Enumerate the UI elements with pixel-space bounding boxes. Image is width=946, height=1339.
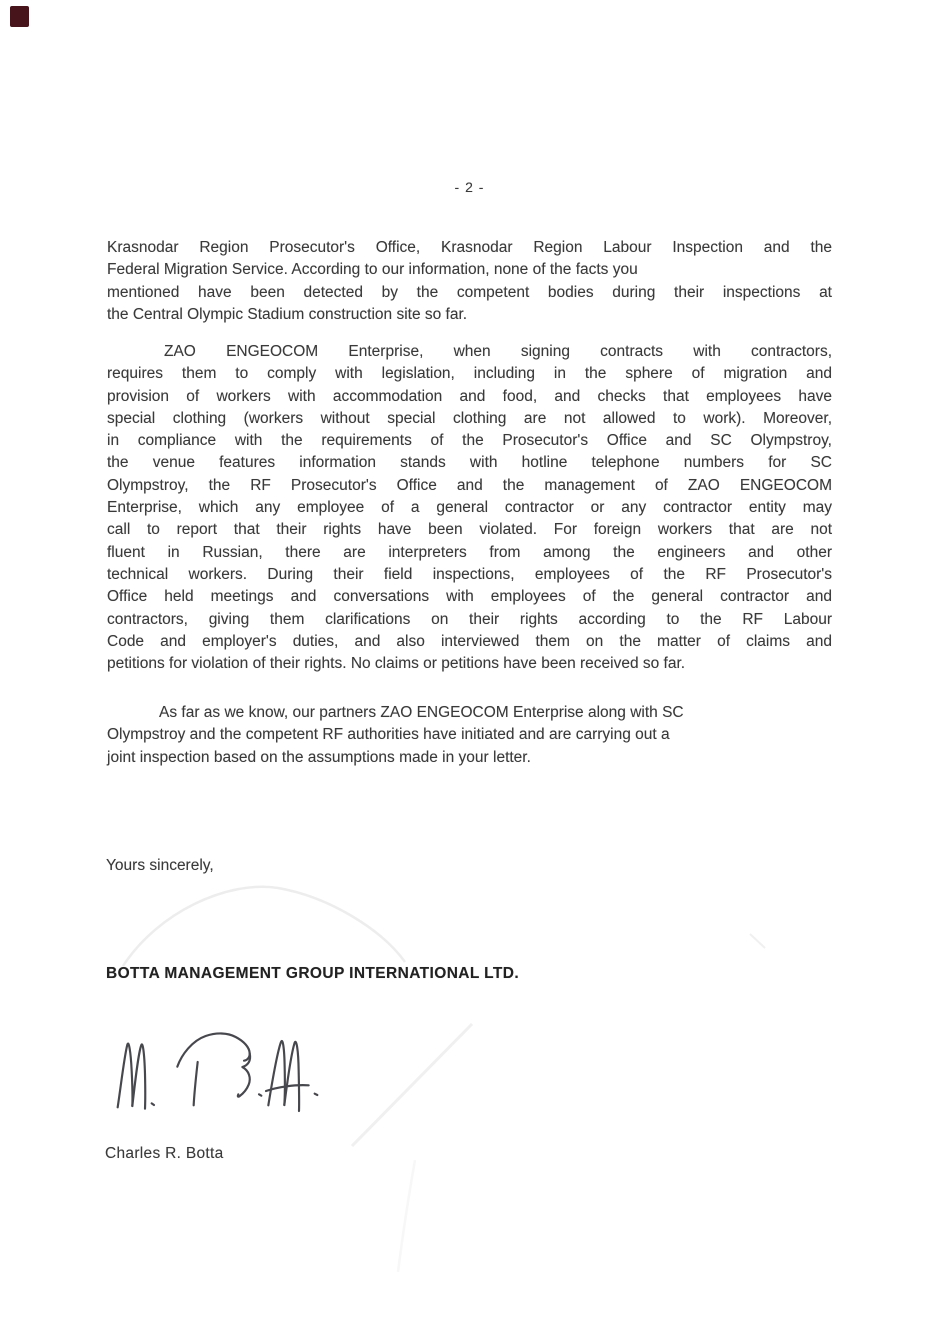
signatory-name: Charles R. Botta [105, 1145, 224, 1162]
signature-icon [95, 1020, 345, 1130]
text-line: the Central Olympic Stadium construction site so far. [107, 305, 468, 323]
text-line: the venue features information stands with hotline telephone numbers for SC [107, 454, 832, 472]
text-line: special clothing (workers without special clothing are not allowed to work). Moreover, [107, 409, 832, 427]
text-line: in compliance with the requirements of the Prosecutor's Office and SC Olympstroy, [107, 432, 832, 450]
company-name: BOTTA MANAGEMENT GROUP INTERNATIONAL LTD. [106, 965, 520, 982]
text-line: Office held meetings and conversations with employees of the general contractor and [107, 588, 832, 606]
text-line: requires them to comply with legislation, including in the sphere of migration and [107, 365, 832, 383]
text-line: petitions for violation of their rights. No claims or petitions have been received so far. [107, 655, 686, 673]
closing-salutation: Yours sincerely, [106, 857, 214, 874]
text-line: technical workers. During their field inspections, employees of the RF Prosecutor's [107, 565, 832, 583]
text-line: Code and employer's duties, and also interviewed them on the matter of claims and [107, 632, 832, 650]
text-line: Enterprise, which any employee of a general contractor or any contractor entity may [107, 499, 832, 517]
paragraph-1 [107, 237, 832, 326]
text-line: Olympstroy, the RF Prosecutor's Office and the management of ZAO ENGEOCOM [107, 476, 832, 494]
text-line: mentioned have been detected by the competent bodies during their inspections at [107, 283, 832, 301]
text-line: joint inspection based on the assumptions made in your letter. [107, 748, 531, 766]
text-line: contractors, giving them clarifications on their rights according to the RF Labour [107, 610, 832, 628]
text-line: call to report that their rights have been violated. For foreign workers that are not [107, 521, 832, 539]
paragraph-3 [107, 702, 832, 769]
text-line: provision of workers with accommodation and food, and checks that employees have [107, 387, 832, 405]
text-line: Krasnodar Region Prosecutor's Office, Krasnodar Region Labour Inspection and the [107, 239, 832, 256]
text-line: fluent in Russian, there are interpreters from among the engineers and other [107, 543, 832, 561]
page-number: - 2 - [454, 179, 485, 195]
text-line: As far as we know, our partners ZAO ENGEOCOM Enterprise along with SC [159, 704, 684, 721]
text-line: ZAO ENGEOCOM Enterprise, when signing contracts with contractors, [164, 343, 832, 360]
scan-corner-mark-icon [10, 6, 29, 27]
text-line: Olympstroy and the competent RF authorities have initiated and are carrying out a [107, 726, 670, 744]
paragraph-2 [107, 341, 832, 675]
text-line: Federal Migration Service. According to our information, none of the facts you [107, 261, 638, 279]
